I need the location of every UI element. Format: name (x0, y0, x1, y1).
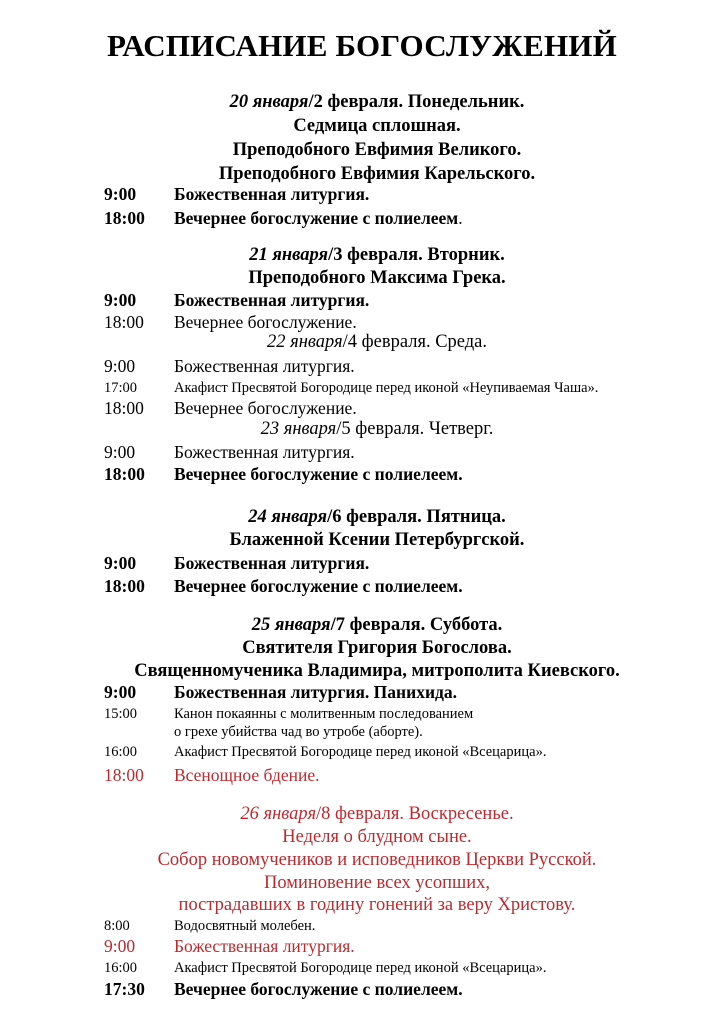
service-time: 9:00 (104, 356, 136, 376)
date-old: 21 января (249, 245, 329, 265)
day-line: Преподобного Евфимия Карельского. (218, 164, 536, 184)
service-time: 9:00 (104, 682, 137, 702)
service-text: Божественная литургия. (174, 936, 355, 956)
day-line: Блаженной Ксении Петербургской. (229, 530, 525, 550)
service-time: 18:00 (104, 398, 144, 418)
service-text: Акафист Пресвятой Богородице перед иконой «Всецарица». (174, 744, 547, 760)
date-old: 20 января (229, 92, 309, 112)
service-time: 9:00 (104, 184, 137, 204)
day-line: Преподобного Евфимия Великого. (232, 140, 522, 160)
service-text: Вечернее богослужение с полиелеем. (174, 576, 463, 596)
service-text: Всенощное бдение. (174, 765, 320, 785)
day-header (0, 245, 724, 266)
service-text: Акафист Пресвятой Богородице перед иконой «Всецарица». (174, 960, 547, 976)
day-header (0, 332, 724, 353)
day-line: пострадавших в годину гонений за веру Христову. (178, 895, 576, 915)
service-text: Канон покаянны с молитвенным последованием (174, 706, 474, 722)
service-text: Божественная литургия. (174, 442, 355, 462)
service-time: 18:00 (104, 576, 145, 596)
service-text: Вечернее богослужение. (174, 312, 357, 332)
date-new: /4 февраля. Среда. (342, 332, 488, 352)
day-header (0, 419, 724, 440)
date-old: 22 января (266, 332, 343, 352)
date-old: 24 января (248, 507, 328, 527)
service-text: Вечернее богослужение с полиелеем. (174, 464, 463, 484)
day-header (0, 507, 724, 528)
service-text-tail: . (458, 208, 463, 228)
service-text: Вечернее богослужение с полиелеем. (174, 979, 463, 999)
date-new: /8 февраля. Воскресенье. (316, 804, 514, 824)
day-line: Собор новомучеников и исповедников Церкви Русской. (157, 850, 597, 870)
date-old: 25 января (251, 615, 331, 635)
date-new: /3 февраля. Вторник. (328, 245, 505, 265)
service-time: 8:00 (104, 918, 130, 934)
date-new: /2 февраля. Понедельник. (308, 92, 525, 112)
day-line: Преподобного Максима Грека. (248, 268, 506, 288)
service-time: 17:30 (104, 979, 145, 999)
service-text: о грехе убийства чад во утробе (аборте). (174, 724, 423, 740)
service-time: 18:00 (104, 312, 144, 332)
day-line: Святителя Григория Богослова. (242, 638, 512, 658)
service-text: Водосвятный молебен. (174, 918, 316, 934)
service-time: 9:00 (104, 442, 136, 462)
day-line: Седмица сплошная. (293, 116, 461, 136)
service-text: Божественная литургия. (174, 356, 355, 376)
date-new: /7 февраля. Суббота. (330, 615, 503, 635)
service-time: 9:00 (104, 936, 136, 956)
date-new: /5 февраля. Четверг. (336, 419, 494, 439)
day-header (0, 92, 724, 113)
day-line: Неделя о блудном сыне. (282, 827, 472, 847)
day-line: Священномученика Владимира, митрополита Киевского. (134, 661, 620, 681)
service-time: 9:00 (104, 553, 137, 573)
day-header (0, 615, 724, 636)
service-time: 15:00 (104, 706, 138, 722)
service-text: Божественная литургия. Панихида. (174, 682, 457, 702)
service-time: 18:00 (104, 208, 145, 228)
date-new: /6 февраля. Пятница. (327, 507, 506, 527)
service-time: 18:00 (104, 765, 144, 785)
service-text-main: Вечернее богослужение с полиелеем (174, 208, 459, 228)
service-text: Акафист Пресвятой Богородице перед иконой «Неупиваемая Чаша». (174, 380, 599, 396)
service-time: 17:00 (104, 380, 138, 396)
service-text: Божественная литургия. (174, 184, 370, 204)
service-text: Вечернее богослужение. (174, 398, 357, 418)
day-line: Поминовение всех усопших, (263, 873, 491, 893)
service-time: 16:00 (104, 960, 138, 976)
page-title: РАСПИСАНИЕ БОГОСЛУЖЕНИЙ (107, 28, 617, 63)
date-old: 26 января (240, 804, 317, 824)
service-text: Божественная литургия. (174, 553, 370, 573)
date-old: 23 января (260, 419, 337, 439)
service-text (174, 208, 463, 229)
service-time: 18:00 (104, 464, 145, 484)
service-time: 9:00 (104, 290, 137, 310)
day-header (0, 804, 724, 825)
service-time: 16:00 (104, 744, 138, 760)
service-text: Божественная литургия. (174, 290, 370, 310)
